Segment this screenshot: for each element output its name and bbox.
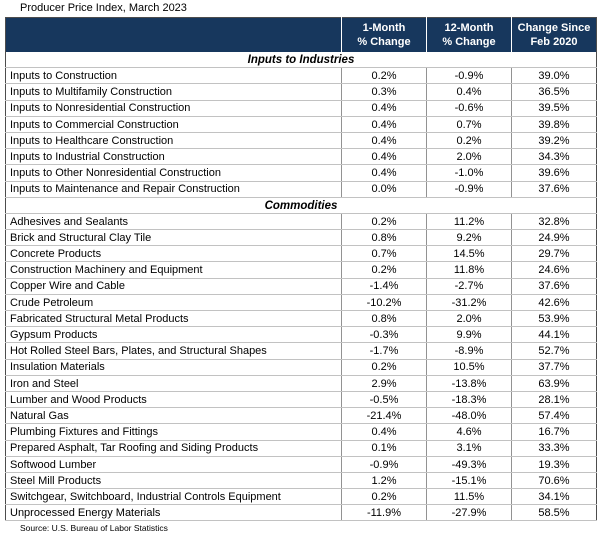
change-since-feb-2020-cell: 39.8% bbox=[512, 116, 597, 132]
change-since-feb-2020-cell: 36.5% bbox=[512, 84, 597, 100]
table-body bbox=[6, 52, 597, 521]
one-month-value-cell: -0.9% bbox=[342, 456, 427, 472]
twelve-month-value-cell: -27.9% bbox=[427, 505, 512, 521]
change-since-feb-2020-cell: 39.2% bbox=[512, 132, 597, 148]
table-row bbox=[6, 181, 597, 197]
change-since-feb-2020-cell: 33.3% bbox=[512, 440, 597, 456]
row-label-cell: Inputs to Nonresidential Construction bbox=[6, 100, 342, 116]
one-month-value-cell: -21.4% bbox=[342, 408, 427, 424]
one-month-value-cell: 0.4% bbox=[342, 149, 427, 165]
row-label-cell: Inputs to Multifamily Construction bbox=[6, 84, 342, 100]
row-label-cell: Fabricated Structural Metal Products bbox=[6, 311, 342, 327]
row-label-cell: Unprocessed Energy Materials bbox=[6, 505, 342, 521]
twelve-month-value-cell: -8.9% bbox=[427, 343, 512, 359]
twelve-month-value-cell: 10.5% bbox=[427, 359, 512, 375]
table-row bbox=[6, 359, 597, 375]
one-month-value-cell: 0.8% bbox=[342, 230, 427, 246]
one-month-value-cell: -11.9% bbox=[342, 505, 427, 521]
twelve-month-value-cell: 9.2% bbox=[427, 230, 512, 246]
change-since-feb-2020-cell: 63.9% bbox=[512, 375, 597, 391]
header-line: % Change bbox=[442, 36, 496, 48]
table-row bbox=[6, 343, 597, 359]
change-since-feb-2020-cell: 44.1% bbox=[512, 327, 597, 343]
row-label-cell: Inputs to Industrial Construction bbox=[6, 149, 342, 165]
row-label-cell: Inputs to Maintenance and Repair Construction bbox=[6, 181, 342, 197]
change-since-feb-2020-cell: 19.3% bbox=[512, 456, 597, 472]
change-since-feb-2020-cell: 52.7% bbox=[512, 343, 597, 359]
row-label-cell: Inputs to Commercial Construction bbox=[6, 116, 342, 132]
row-label-cell: Iron and Steel bbox=[6, 375, 342, 391]
header-line: 1-Month bbox=[362, 22, 406, 34]
twelve-month-value-cell: 11.2% bbox=[427, 213, 512, 229]
one-month-value-cell: 0.3% bbox=[342, 84, 427, 100]
row-label-cell: Inputs to Construction bbox=[6, 68, 342, 84]
table-row bbox=[6, 472, 597, 488]
one-month-value-cell: -10.2% bbox=[342, 294, 427, 310]
table-row bbox=[6, 489, 597, 505]
one-month-value-cell: 0.2% bbox=[342, 489, 427, 505]
change-since-feb-2020-cell: 58.5% bbox=[512, 505, 597, 521]
twelve-month-value-cell: -2.7% bbox=[427, 278, 512, 294]
twelve-month-value-cell: 11.5% bbox=[427, 489, 512, 505]
table-row bbox=[6, 424, 597, 440]
table-row bbox=[6, 213, 597, 229]
twelve-month-value-cell: 11.8% bbox=[427, 262, 512, 278]
change-since-feb-2020-cell: 24.9% bbox=[512, 230, 597, 246]
twelve-month-value-cell: 0.4% bbox=[427, 84, 512, 100]
row-label-cell: Insulation Materials bbox=[6, 359, 342, 375]
change-since-feb-2020-cell: 34.3% bbox=[512, 149, 597, 165]
twelve-month-value-cell: 2.0% bbox=[427, 149, 512, 165]
twelve-month-value-cell: 4.6% bbox=[427, 424, 512, 440]
one-month-value-cell: 1.2% bbox=[342, 472, 427, 488]
section-label: Inputs to Industries bbox=[6, 52, 597, 68]
one-month-value-cell: 0.1% bbox=[342, 440, 427, 456]
table-row bbox=[6, 440, 597, 456]
row-label-cell: Gypsum Products bbox=[6, 327, 342, 343]
change-since-feb-2020-cell: 29.7% bbox=[512, 246, 597, 262]
twelve-month-value-cell: 0.7% bbox=[427, 116, 512, 132]
row-label-cell: Natural Gas bbox=[6, 408, 342, 424]
source-note: Source: U.S. Bureau of Labor Statistics bbox=[20, 523, 168, 534]
row-label-cell: Softwood Lumber bbox=[6, 456, 342, 472]
one-month-value-cell: -0.5% bbox=[342, 391, 427, 407]
row-label-cell: Steel Mill Products bbox=[6, 472, 342, 488]
change-since-feb-2020-cell: 37.6% bbox=[512, 181, 597, 197]
table-row bbox=[6, 116, 597, 132]
section-header-row bbox=[6, 52, 597, 68]
change-since-feb-2020-cell: 70.6% bbox=[512, 472, 597, 488]
one-month-value-cell: -1.7% bbox=[342, 343, 427, 359]
twelve-month-value-cell: -48.0% bbox=[427, 408, 512, 424]
twelve-month-value-cell: 2.0% bbox=[427, 311, 512, 327]
table-row bbox=[6, 505, 597, 521]
one-month-value-cell: 0.2% bbox=[342, 213, 427, 229]
row-label-cell: Hot Rolled Steel Bars, Plates, and Structural Shapes bbox=[6, 343, 342, 359]
table-row bbox=[6, 132, 597, 148]
section-label: Commodities bbox=[6, 197, 597, 213]
header-line: Feb 2020 bbox=[530, 36, 578, 48]
table-row bbox=[6, 246, 597, 262]
header-cell-1-month bbox=[342, 18, 427, 53]
header-cell-12-month bbox=[427, 18, 512, 53]
table-row bbox=[6, 149, 597, 165]
header-line: Change Since bbox=[517, 22, 591, 34]
twelve-month-value-cell: 3.1% bbox=[427, 440, 512, 456]
table-row bbox=[6, 278, 597, 294]
one-month-value-cell: 0.4% bbox=[342, 116, 427, 132]
one-month-value-cell: 0.8% bbox=[342, 311, 427, 327]
table-row bbox=[6, 100, 597, 116]
header-cell-change-since-feb-2020 bbox=[512, 18, 597, 53]
table-row bbox=[6, 456, 597, 472]
one-month-value-cell: 0.2% bbox=[342, 262, 427, 278]
table-row bbox=[6, 262, 597, 278]
twelve-month-value-cell: -0.9% bbox=[427, 68, 512, 84]
change-since-feb-2020-cell: 39.0% bbox=[512, 68, 597, 84]
change-since-feb-2020-cell: 39.6% bbox=[512, 165, 597, 181]
header-line: 12-Month bbox=[444, 22, 494, 34]
table-row bbox=[6, 375, 597, 391]
change-since-feb-2020-cell: 57.4% bbox=[512, 408, 597, 424]
row-label-cell: Crude Petroleum bbox=[6, 294, 342, 310]
one-month-value-cell: 0.7% bbox=[342, 246, 427, 262]
page-title: Producer Price Index, March 2023 bbox=[20, 2, 187, 14]
one-month-value-cell: -0.3% bbox=[342, 327, 427, 343]
one-month-value-cell: 0.4% bbox=[342, 165, 427, 181]
header-row bbox=[6, 18, 597, 53]
section-header-row bbox=[6, 197, 597, 213]
row-label-cell: Lumber and Wood Products bbox=[6, 391, 342, 407]
twelve-month-value-cell: 9.9% bbox=[427, 327, 512, 343]
change-since-feb-2020-cell: 37.6% bbox=[512, 278, 597, 294]
change-since-feb-2020-cell: 37.7% bbox=[512, 359, 597, 375]
table-row bbox=[6, 68, 597, 84]
table-header bbox=[6, 18, 597, 53]
one-month-value-cell: -1.4% bbox=[342, 278, 427, 294]
header-cell-series bbox=[6, 18, 342, 53]
row-label-cell: Brick and Structural Clay Tile bbox=[6, 230, 342, 246]
one-month-value-cell: 2.9% bbox=[342, 375, 427, 391]
row-label-cell: Concrete Products bbox=[6, 246, 342, 262]
ppi-table bbox=[5, 17, 597, 521]
table-row bbox=[6, 230, 597, 246]
table-row bbox=[6, 165, 597, 181]
header-line: % Change bbox=[357, 36, 411, 48]
one-month-value-cell: 0.0% bbox=[342, 181, 427, 197]
one-month-value-cell: 0.4% bbox=[342, 100, 427, 116]
twelve-month-value-cell: -13.8% bbox=[427, 375, 512, 391]
row-label-cell: Adhesives and Sealants bbox=[6, 213, 342, 229]
one-month-value-cell: 0.2% bbox=[342, 359, 427, 375]
row-label-cell: Switchgear, Switchboard, Industrial Controls Equipment bbox=[6, 489, 342, 505]
change-since-feb-2020-cell: 32.8% bbox=[512, 213, 597, 229]
row-label-cell: Prepared Asphalt, Tar Roofing and Siding Products bbox=[6, 440, 342, 456]
change-since-feb-2020-cell: 34.1% bbox=[512, 489, 597, 505]
table-row bbox=[6, 408, 597, 424]
change-since-feb-2020-cell: 24.6% bbox=[512, 262, 597, 278]
twelve-month-value-cell: -18.3% bbox=[427, 391, 512, 407]
twelve-month-value-cell: -1.0% bbox=[427, 165, 512, 181]
twelve-month-value-cell: -31.2% bbox=[427, 294, 512, 310]
one-month-value-cell: 0.4% bbox=[342, 132, 427, 148]
change-since-feb-2020-cell: 42.6% bbox=[512, 294, 597, 310]
change-since-feb-2020-cell: 16.7% bbox=[512, 424, 597, 440]
change-since-feb-2020-cell: 39.5% bbox=[512, 100, 597, 116]
twelve-month-value-cell: -15.1% bbox=[427, 472, 512, 488]
twelve-month-value-cell: -0.6% bbox=[427, 100, 512, 116]
twelve-month-value-cell: -0.9% bbox=[427, 181, 512, 197]
change-since-feb-2020-cell: 28.1% bbox=[512, 391, 597, 407]
table-row bbox=[6, 311, 597, 327]
one-month-value-cell: 0.2% bbox=[342, 68, 427, 84]
row-label-cell: Inputs to Other Nonresidential Construction bbox=[6, 165, 342, 181]
twelve-month-value-cell: 14.5% bbox=[427, 246, 512, 262]
row-label-cell: Construction Machinery and Equipment bbox=[6, 262, 342, 278]
table-row bbox=[6, 84, 597, 100]
table-row bbox=[6, 327, 597, 343]
change-since-feb-2020-cell: 53.9% bbox=[512, 311, 597, 327]
row-label-cell: Copper Wire and Cable bbox=[6, 278, 342, 294]
one-month-value-cell: 0.4% bbox=[342, 424, 427, 440]
twelve-month-value-cell: 0.2% bbox=[427, 132, 512, 148]
table-row bbox=[6, 294, 597, 310]
twelve-month-value-cell: -49.3% bbox=[427, 456, 512, 472]
row-label-cell: Inputs to Healthcare Construction bbox=[6, 132, 342, 148]
table-row bbox=[6, 391, 597, 407]
row-label-cell: Plumbing Fixtures and Fittings bbox=[6, 424, 342, 440]
